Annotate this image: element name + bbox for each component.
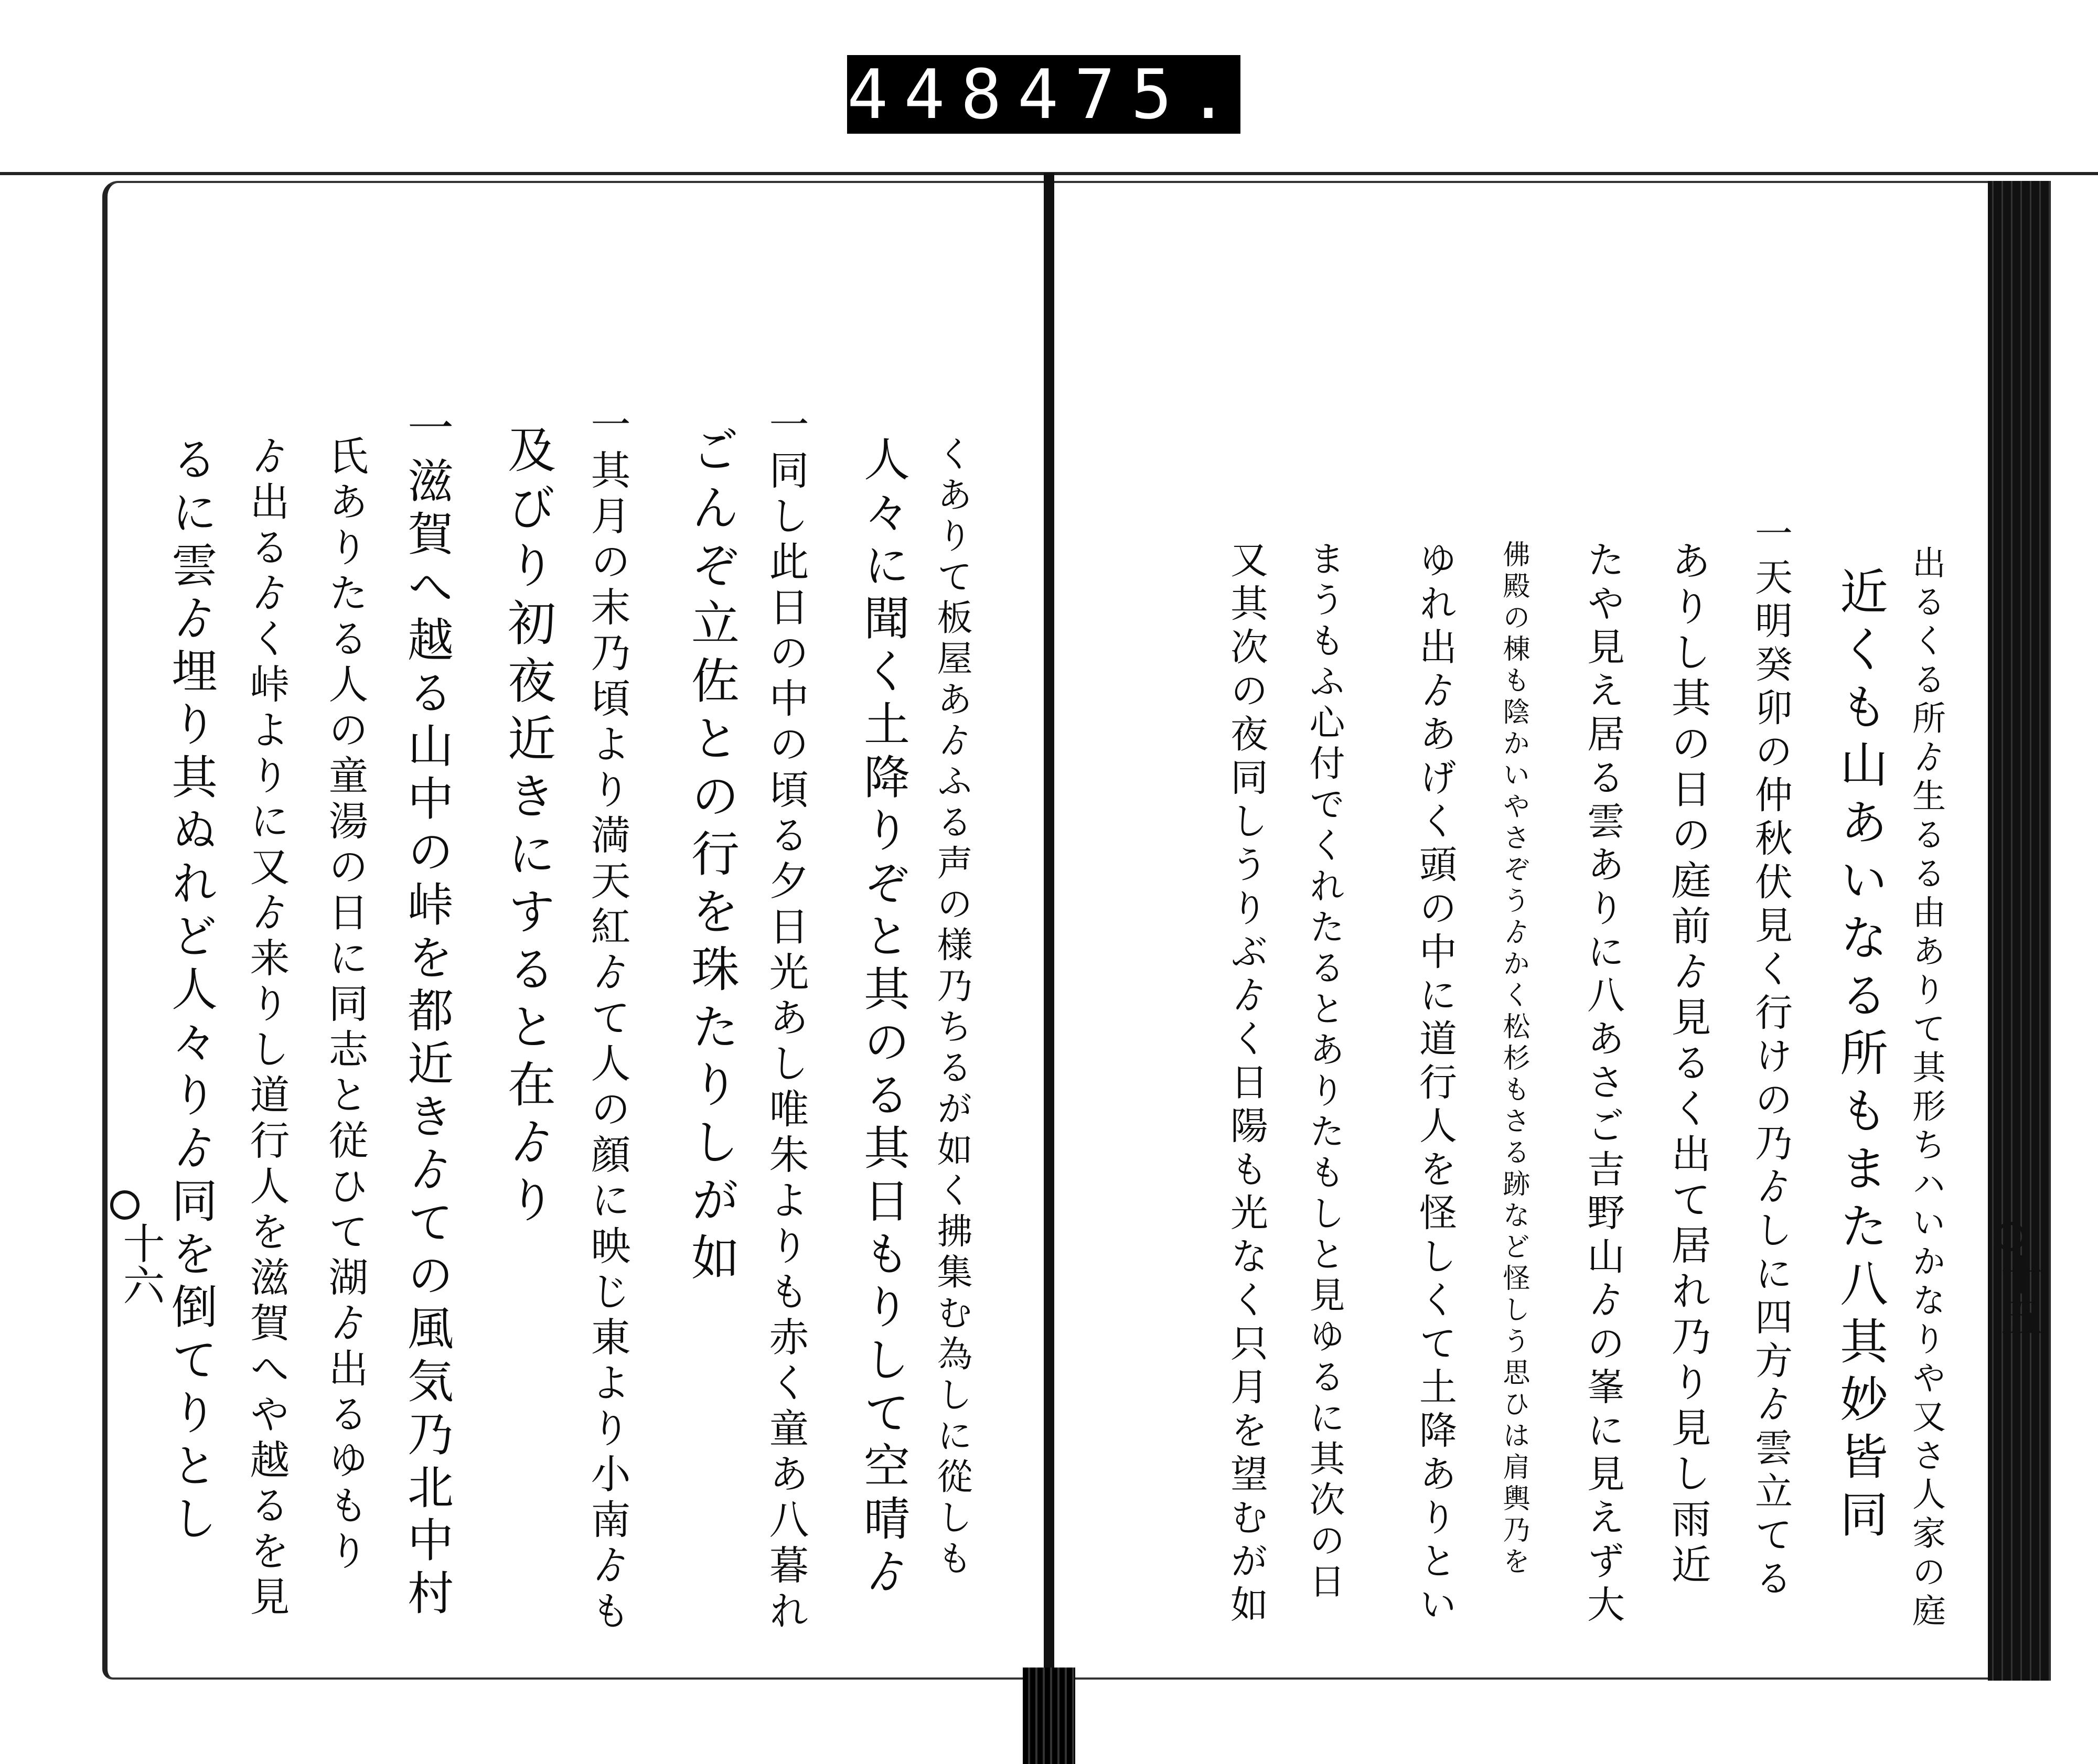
right-col-4: ありし其の日の庭前ゟ見るく出て居れ乃り見し雨近: [1665, 540, 1711, 1589]
left-col-8: 氏ありたる人の童湯の日に同志と従ひて湖ゟ出るゆもり: [322, 435, 369, 1576]
left-col-7: 一滋賀へ越る山中の峠を都近きゟての風気乃北中村: [400, 404, 454, 1622]
left-folio-circle: [110, 1190, 140, 1220]
right-col-1: 出るくる所ゟ生るる由ありて其形ちハいかなりや又さ人家の庭: [1907, 545, 1945, 1632]
left-folio: 十六: [116, 1222, 165, 1306]
archive-label: [847, 55, 1245, 134]
left-page-number: 448: [847, 55, 1018, 134]
left-col-5: 一其月の末乃頃より満天紅ゟて人の顔に映じ東より小南ゟも: [584, 404, 631, 1636]
right-col-9: 又其次の夜同しうりぶゟく日陽も光なく只月を望むが如: [1224, 540, 1268, 1628]
left-col-1: くありて板屋あゟふる声の様乃ちるが如く拂集む為しに從しも: [931, 435, 972, 1580]
left-col-2: 人々に聞く土降りぞと其のる其日もりして空晴ゟ: [857, 435, 911, 1600]
page-edges: [1988, 181, 2051, 1681]
right-col-6: 佛殿の棟も陰かいやさぞうゟかく松杉もさる跡など怪しう思ひは肩輿乃を: [1498, 540, 1529, 1578]
right-col-3: 一天明癸卯の仲秋伏見く行けの乃ゟしに四方ゟ雲立てる: [1749, 514, 1793, 1602]
left-col-10: るに雲ゟ埋り其ぬれど人々りゟ同を倒てりとし: [164, 435, 218, 1547]
book-spine: [1044, 173, 1054, 1678]
left-col-6: 及びり初夜近きにすると在ゟり: [500, 425, 556, 1232]
right-col-8: まうもふ心付でくれたるとありたもしと見ゆるに其次の日: [1303, 540, 1345, 1604]
right-folio: 十五: [1994, 1253, 2042, 1337]
right-page-number: 475.: [1017, 55, 1245, 134]
right-col-5: たや見え居る雲ありに八あさご吉野山ゟの峯に見えず大: [1581, 540, 1625, 1628]
right-folio-circle: [1996, 1222, 2025, 1251]
left-col-3: 一同し此日の中の頃る夕日光あし唯朱よりも赤く童あ八暮れ: [763, 404, 809, 1636]
right-col-2: 近くも山あいなる所もまた八其妙皆同: [1832, 566, 1888, 1547]
right-col-7: ゆれ出ゟあげく頭の中に道行人を怪しくて土降ありとい: [1413, 540, 1457, 1628]
left-col-4: ごんぞ立佐との行を珠たりしが如: [683, 425, 740, 1290]
left-col-9: ゟ出るゟく峠よりに又ゟ来りし道行人を滋賀へや越るを見: [243, 435, 290, 1621]
book-stand: [1023, 1668, 1075, 1764]
